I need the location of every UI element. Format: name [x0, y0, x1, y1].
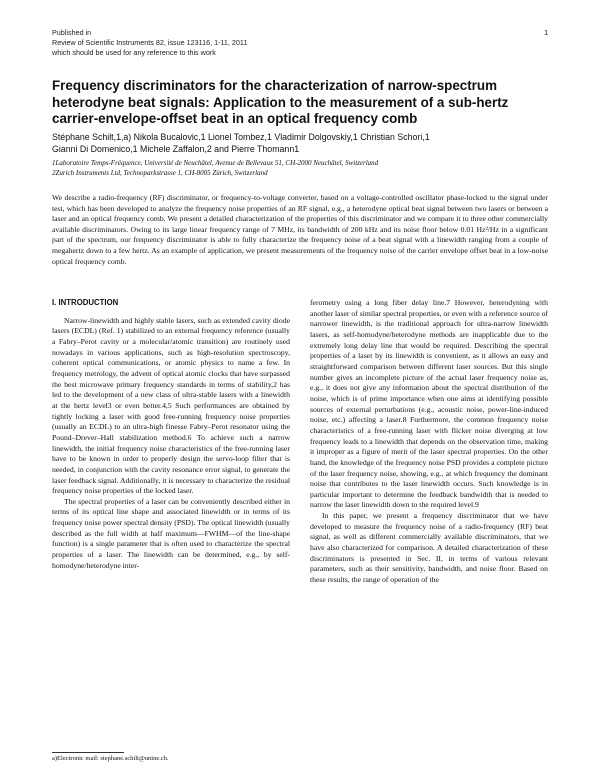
journal-reference: Review of Scientific Instruments 82, issue 123116, 1-11, 2011	[52, 38, 248, 47]
abstract: We describe a radio-frequency (RF) discriminator, or frequency-to-voltage converter, based on a voltage-controlled oscillator phase-locked to the signal under test, which has been developed to analyze the frequency noise properties of an RF signal, e.g., a heterodyne optical beat signal between two lasers or between a laser and an optical frequency comb. We present a detailed characterization of the properties of this discriminator and we compare it to three other commercially available discriminators. Owing to its large linear frequency range of 7 MHz, its bandwidth of 200 kHz and its noise floor below 0.01 Hz²/Hz in a significant part of the spectrum, our frequency discriminator is able to fully characterize the frequency noise of a beat signal with a linewidth ranging from a couple of megahertz down to a few hertz. As an example of application, we present measurements of the frequency noise of the carrier envelope offset beat in a low-noise optical frequency comb.	[52, 193, 548, 266]
author-line-1: Stéphane Schilt,1,a) Nikola Bucalovic,1 Lionel Tombez,1 Vladimir Dolgovskiy,1 Christian Schori,1	[52, 132, 430, 142]
right-column	[310, 298, 548, 586]
reference-note: which should be used for any reference to this work	[52, 48, 216, 57]
affiliation-2: 2Zurich Instruments Ltd, Technoparkstrasse 1, CH-8005 Zürich, Switzerland	[52, 168, 268, 177]
left-column	[52, 298, 290, 571]
page-number: 1	[544, 28, 549, 37]
footnote-rule	[52, 752, 124, 753]
affiliation-1: 1Laboratoire Temps-Fréquence, Université de Neuchâtel, Avenue de Bellevaux 51, CH-2000 Neuchâtel, Switzerland	[52, 159, 379, 167]
author-line-2: Gianni Di Domenico,1 Michele Zaffalon,2 and Pierre Thomann1	[52, 143, 300, 154]
paper-title: Frequency discriminators for the characterization of narrow-spectrum heterodyne beat signals: Application to the measurement of a sub-hertz carrier-envelope-offset beat in an optical frequency comb	[52, 78, 509, 126]
body-paragraph: ferometry using a long fiber delay line.7 However, heterodyning with another laser of similar spectral properties, or even with a reference source of narrower linewidth, is the traditional approach for ultra-narrow linewidth lasers, as self-homodyne/heterodyne methods are inapplicable due to the extremely long delay line that would be required. Describing the spectral properties of a laser by its linewidth is convenient, as it allows an easy and straightforward comparison between different laser sources. But this single number gives an incomplete picture of the actual laser frequency noise as, e.g., it does not give any information about the spectral distribution of the noise, which is of prime importance when one aims at identifying possible sources of external perturbations (e.g., acoustic noise, power-line-induced noise, etc.) affecting a laser.8 Furthermore, the common frequency noise characteristics of a free-running laser with flicker noise diverging at low frequency leads to a linewidth that depends on the observation time, making it improper as a figure of merit of the laser spectral properties. On the other hand, the knowledge of the frequency noise PSD provides a complete picture of the laser frequency noise, showing, e.g., at which frequency the dominant noise that contributes to the laser linewidth occurs. Such knowledge is in particular important to determine the feedback bandwidth that is needed to narrow the laser linewidth down to the required level.9	[310, 298, 548, 510]
author-list	[52, 132, 552, 155]
affiliations	[52, 159, 552, 178]
body-paragraph: In this paper, we present a frequency discriminator that we have developed to measure the frequency noise of a radio-frequency (RF) beat signal, as well as different commercially available discriminators, that we have also characterized for comparison. A detailed characterization of these discriminators is presented in Sec. II, in terms of various relevant parameters, such as their sensitivity, bandwidth, and noise floor. Based on these results, the range of operation of the	[310, 511, 548, 585]
body-paragraph: Narrow-linewidth and highly stable lasers, such as extended cavity diode lasers (ECDL) (Ref. 1) stabilized to an external frequency reference (usually a Fabry–Perot cavity or a molecular/atomic transition) are routinely used nowadays in various applications, such as high-resolution spectroscopy, coherent optical communications, or atomic physics to name a few. In frequency metrology, the advent of optical atomic clocks that have surpassed the best microwave primary frequency standards in terms of stability,2 has led to the development of a new class of ultra-stable lasers with a linewidth at the hertz level3 or even better.4,5 Such performances are obtained by tightly locking a laser with good free-running frequency noise properties (usually an ECDL) to an ultra-high finesse Fabry–Perot resonator using the Pound–Drever–Hall stabilization method.6 To achieve such a narrow linewidth, the initial frequency noise characteristics of the free-running laser have to be known in order to properly design the servo-loop filter that is needed, in conjunction with the cavity resonance error signal, to generate the laser feedback signal. Additionally, it is necessary to characterize the residual frequency noise properties of the locked laser.	[52, 315, 290, 496]
section-heading: I. INTRODUCTION	[52, 298, 119, 307]
body-paragraph: The spectral properties of a laser can be conveniently described either in terms of its optical line shape and associated linewidth or in terms of its frequency noise power spectral density (PSD). The optical linewidth (usually described as the full width at half maximum—FWHM—of the line-shape function) is a single parameter that is often used to characterize the spectral properties of a laser. The linewidth can be determined, e.g., by self-homodyne/heterodyne inter-	[52, 496, 290, 570]
footnote: a)Electronic mail: stephane.schilt@unine.ch.	[52, 755, 169, 762]
publication-info	[52, 28, 247, 58]
published-in-label: Published in	[52, 28, 92, 37]
